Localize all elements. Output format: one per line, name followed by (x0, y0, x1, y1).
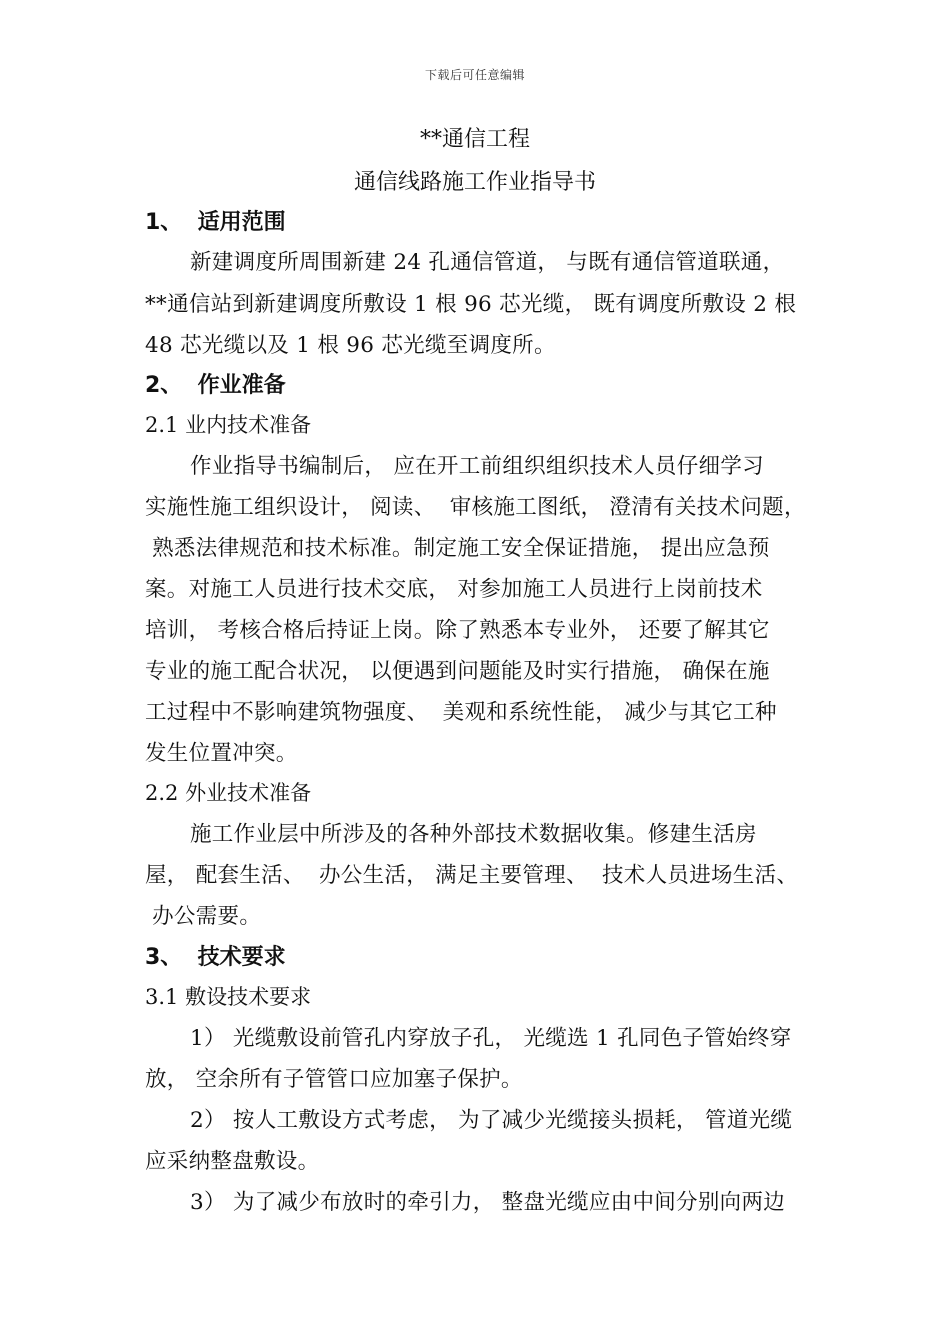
paragraph-line: 办公需要。 (145, 904, 262, 929)
paragraph-line: 专业的施工配合状况， 以便遇到问题能及时实行措施， 确保在施 (145, 659, 770, 684)
section-heading-scope: 1、 适用范围 (145, 210, 286, 235)
subsection-heading-internal-prep: 2.1 业内技术准备 (145, 413, 312, 437)
paragraph-line: 实施性施工组织设计， 阅读、 审核施工图纸， 澄清有关技术问题， (145, 495, 806, 520)
paragraph-line: 作业指导书编制后， 应在开工前组织组织技术人员仔细学习 (190, 454, 764, 479)
subsection-heading-laying-requirements: 3.1 敷设技术要求 (145, 985, 312, 1009)
subsection-heading-field-prep: 2.2 外业技术准备 (145, 781, 312, 805)
document-title-project: **通信工程 (419, 127, 530, 152)
paragraph-line: 施工作业层中所涉及的各种外部技术数据收集。修建生活房 (190, 822, 757, 847)
paragraph-line: 案。对施工人员进行技术交底， 对参加施工人员进行上岗前技术 (145, 577, 763, 602)
paragraph-line: 屋， 配套生活、 办公生活， 满足主要管理、 技术人员进场生活、 (145, 863, 799, 888)
paragraph-line: 1） 光缆敷设前管孔内穿放子孔， 光缆选 1 孔同色子管始终穿 (190, 1026, 792, 1051)
paragraph-line: 培训， 考核合格后持证上岗。除了熟悉本专业外， 还要了解其它 (145, 618, 770, 643)
paragraph-line: 新建调度所周围新建 24 孔通信管道， 与既有通信管道联通， (190, 250, 785, 275)
section-heading-technical-requirements: 3、 技术要求 (145, 945, 286, 970)
paragraph-line: 发生位置冲突。 (145, 741, 298, 766)
paragraph-line: 熟悉法律规范和技术标准。制定施工安全保证措施， 提出应急预 (145, 536, 770, 561)
section-heading-preparation: 2、 作业准备 (145, 373, 286, 398)
paragraph-line: 应采纳整盘敷设。 (145, 1149, 320, 1174)
paragraph-line: **通信站到新建调度所敷设 1 根 96 芯光缆， 既有调度所敷设 2 根 (145, 292, 797, 317)
watermark-text: 下载后可任意编辑 (424, 68, 525, 82)
paragraph-line: 48 芯光缆以及 1 根 96 芯光缆至调度所。 (145, 333, 556, 358)
paragraph-line: 2） 按人工敷设方式考虑， 为了减少光缆接头损耗， 管道光缆 (190, 1108, 793, 1133)
paragraph-line: 3） 为了减少布放时的牵引力， 整盘光缆应由中间分别向两边 (190, 1190, 786, 1215)
paragraph-line: 放， 空余所有子管管口应加塞子保护。 (145, 1067, 523, 1092)
paragraph-line: 工过程中不影响建筑物强度、 美观和系统性能， 减少与其它工种 (145, 700, 777, 725)
document-title-main: 通信线路施工作业指导书 (353, 170, 596, 195)
